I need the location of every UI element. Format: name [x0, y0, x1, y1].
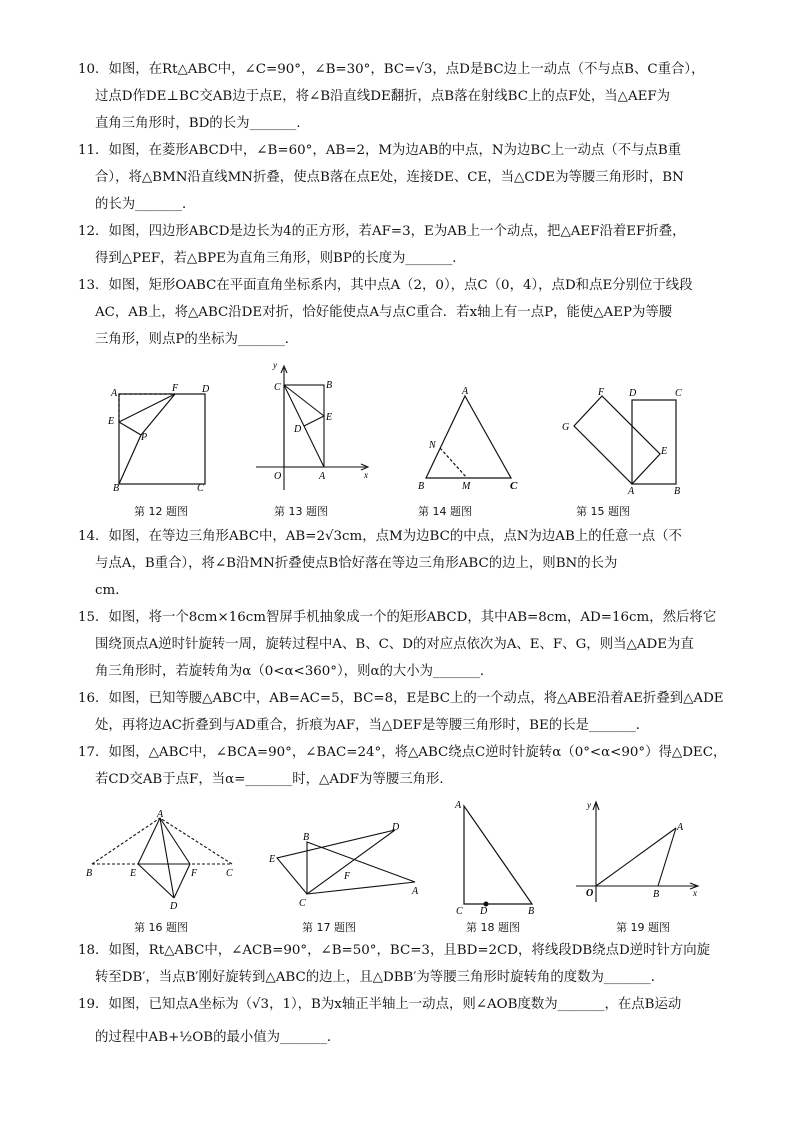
figure-14 [412, 386, 528, 492]
figure-13 [254, 360, 374, 492]
figure-19 [570, 798, 704, 906]
problem-11-line-2: 合），将△BMN沿直线MN折叠，使点B落在点E处，连接DE、CE，当△CDE为等腰三角形时，BN [95, 170, 684, 185]
fig14-triangle [426, 396, 511, 478]
problem-15-line-1: 15．如图，将一个8cm×16cm智屏手机抽象成一个的矩形ABCD，其中AB=8cm，AD=16cm，然后将它 [78, 610, 717, 625]
problem-15 [78, 604, 728, 685]
problem-12-line-2: 得到△PEF，若△BPE为直角三角形，则BP的长度为_______． [95, 251, 466, 266]
fig12-label-c: C [197, 483, 204, 492]
fig18-label-d: D [480, 906, 488, 916]
fig13-ce [284, 385, 324, 416]
problem-11 [78, 137, 728, 218]
problem-18-line-1: 18．如图，Rt△ABC中，∠ACB=90°，∠B=50°，BC=3，且BD=2CD，将线段DB绕点D逆时针方向旋 [78, 943, 711, 958]
fig19-oa [596, 828, 676, 886]
problem-15-line-3: 角三角形时，若旋转角为α（0<α<360°），则α的大小为_______． [95, 664, 494, 679]
problem-13 [78, 272, 728, 353]
fig17-label-c: C [299, 898, 306, 909]
problem-14-line-2: 与点A，B重合），将∠B沿MN折叠使点B恰好落在等边三角形ABC的边上，则BN的长为 [95, 556, 618, 571]
figure-18 [450, 794, 542, 916]
fig13-label-o: O [274, 471, 282, 482]
fig14-label-b: B [418, 481, 425, 492]
fig13-label-d: D [294, 424, 302, 435]
problem-19-line-2: 的过程中AB+½OB的最小值为_______． [95, 1030, 341, 1045]
fig15-label-c: C [675, 388, 682, 399]
fig14-label-c: C [510, 480, 518, 492]
fig13-de [304, 416, 324, 426]
fig16-label-a: A [157, 810, 164, 820]
fig15-rect-abcd [632, 400, 676, 484]
fig15-label-b: B [674, 486, 681, 496]
fig13-label-c: C [274, 382, 281, 393]
caption-fig19: 第 19 题图 [616, 921, 670, 934]
problem-17-line-2: 若CD交AB于点F，当α=_______时，△ADF为等腰三角形． [95, 772, 453, 787]
fig12-fp [141, 394, 175, 435]
fig15-label-e: E [661, 446, 668, 457]
fig16-label-f: F [191, 868, 198, 879]
fig16-ab-dashed [92, 818, 160, 864]
fig19-label-x: x [693, 888, 697, 898]
fig15-label-a: A [628, 486, 635, 496]
fig13-label-y: y [273, 360, 277, 370]
figure-12 [105, 380, 215, 492]
problem-11-line-1: 11．如图，在菱形ABCD中，∠B=60°，AB=2，M为边AB的中点，N为边BC上一动点（不与点B重 [78, 143, 682, 158]
problem-11-line-3: 的长为_______． [95, 197, 196, 212]
fig17-triangle-dec [277, 830, 395, 894]
problem-17-number: 17． [78, 745, 109, 760]
fig16-ac-dashed [160, 818, 232, 864]
figure-16 [84, 810, 244, 910]
problem-19 [78, 991, 728, 1051]
problem-14 [78, 523, 728, 604]
fig19-label-y: y [587, 800, 591, 810]
fig12-label-a: A [111, 388, 118, 399]
fig16-fd [174, 864, 190, 898]
fig12-bp [119, 435, 141, 484]
fig13-label-e: E [326, 412, 333, 423]
problem-15-number: 15． [78, 610, 109, 625]
problem-14-line-1: 14．如图，在等边三角形ABC中，AB=2√3cm，点M为边BC的中点，点N为边AB上的任意一点（不 [78, 529, 682, 544]
fig12-ef [119, 394, 175, 422]
fig14-label-a: A [462, 386, 469, 397]
fig15-label-d: D [629, 388, 637, 399]
caption-fig16: 第 16 题图 [134, 921, 188, 934]
problem-17 [78, 739, 728, 793]
figure-15 [558, 380, 688, 496]
fig16-ae [138, 818, 160, 864]
fig12-ep [119, 422, 141, 435]
fig13-label-a: A [319, 471, 326, 482]
problem-16-number: 16． [78, 691, 109, 706]
problem-18-number: 18． [78, 943, 109, 958]
fig14-label-m: M [462, 481, 471, 492]
fig14-mn-dashed [440, 448, 467, 478]
caption-fig12: 第 12 题图 [134, 505, 188, 518]
fig15-rect-aefg [574, 396, 660, 484]
problem-18-line-2: 转至DB′，当点B′刚好旋转到△ABC的边上，且△DBB′为等腰三角形时旋转角的度数为_______． [95, 970, 665, 985]
problem-12-number: 12． [78, 224, 109, 239]
fig19-ab [658, 828, 676, 886]
fig16-label-e: E [130, 868, 137, 879]
fig13-label-x: x [364, 470, 368, 480]
caption-fig15: 第 15 题图 [576, 505, 630, 518]
fig12-square [119, 394, 205, 484]
caption-fig13: 第 13 题图 [274, 505, 328, 518]
problem-18 [78, 937, 728, 991]
problem-10-line-1: 10．如图，在Rt△ABC中，∠C=90°，∠B=30°，BC=√3，点D是BC边上一动点（不与点B、C重合）， [78, 62, 705, 77]
fig12-label-p: P [141, 432, 148, 443]
fig17-triangle-abc [307, 842, 415, 894]
fig17-label-a: A [412, 886, 419, 897]
problem-19-number: 19． [78, 997, 109, 1012]
problem-12 [78, 218, 728, 272]
fig16-label-b: B [86, 868, 93, 879]
problem-13-number: 13． [78, 278, 109, 293]
problem-11-number: 11． [78, 143, 109, 158]
problem-17-line-1: 17．如图，△ABC中，∠BCA=90°，∠BAC=24°，将△ABC绕点C逆时针旋转α（0°<α<90°）得△DEC， [78, 745, 727, 760]
problem-13-line-3: 三角形，则点P的坐标为_______． [95, 332, 299, 347]
fig16-label-c: C [226, 868, 233, 879]
fig17-label-b: B [303, 832, 310, 843]
fig18-label-a: A [455, 800, 462, 811]
caption-fig14: 第 14 题图 [418, 505, 472, 518]
fig12-label-b: B [113, 483, 120, 492]
problem-15-line-2: 围绕顶点A逆时针旋转一周，旋转过程中A、B、C、D的对应点依次为A、E、F、G，则当△ADE为直 [95, 637, 694, 652]
problem-13-line-1: 13．如图，矩形OABC在平面直角坐标系内，其中点A（2，0），点C（0，4），点D和点E分别位于线段 [78, 278, 693, 293]
problem-10-line-3: 直角三角形时，BD的长为_______． [95, 116, 310, 131]
problem-12-line-1: 12．如图，四边形ABCD是边长为4的正方形，若AF=3，E为AB上一个动点，把△AEF沿着EF折叠， [78, 224, 686, 239]
fig14-label-n: N [429, 440, 436, 451]
problem-14-line-3: cm． [95, 583, 129, 598]
caption-fig17: 第 17 题图 [302, 921, 356, 934]
problem-10 [78, 56, 728, 137]
problem-13-line-2: AC，AB上，将△ABC沿DE对折，恰好能使点A与点C重合．若x轴上有一点P，能使△AEP为等腰 [95, 305, 673, 320]
fig18-label-b: B [528, 906, 535, 916]
fig17-label-d: D [392, 822, 400, 833]
caption-fig18: 第 18 题图 [466, 921, 520, 934]
fig18-triangle-abc [464, 806, 532, 904]
fig16-ad [160, 818, 174, 898]
fig12-label-d: D [202, 384, 210, 395]
fig12-label-e: E [108, 416, 115, 427]
fig18-label-c: C [456, 906, 463, 916]
fig15-label-f: F [598, 387, 605, 398]
fig13-label-b: B [326, 380, 333, 391]
fig19-label-b: B [653, 889, 660, 900]
fig19-label-a: A [677, 822, 684, 833]
fig17-label-f: F [344, 871, 351, 882]
problem-16-line-1: 16．如图，已知等腰△ABC中，AB=AC=5，BC=8，E是BC上的一个动点，将△ABE沿着AE折叠到△ADE [78, 691, 724, 706]
fig12-label-f: F [172, 383, 179, 394]
fig16-label-d: D [170, 901, 178, 910]
problem-10-number: 10． [78, 62, 109, 77]
fig19-label-o: O [586, 888, 594, 899]
problem-16-line-2: 处，再将边AC折叠到与AD重合，折痕为AF，当△DEF是等腰三角形时，BE的长是_______． [95, 718, 650, 733]
problem-10-line-2: 过点D作DE⊥BC交AB边于点E，将∠B沿直线DE翻折，点B落在射线BC上的点F处，当△AEF为 [95, 89, 671, 104]
problem-19-line-1: 19．如图，已知点A坐标为（√3，1），B为x轴正半轴上一动点，则∠AOB度数为_______，在点B运动 [78, 997, 682, 1012]
fig17-label-e: E [269, 854, 276, 865]
fig15-label-g: G [562, 422, 570, 433]
figure-17 [265, 820, 425, 910]
problem-16 [78, 685, 728, 739]
problem-14-number: 14． [78, 529, 109, 544]
